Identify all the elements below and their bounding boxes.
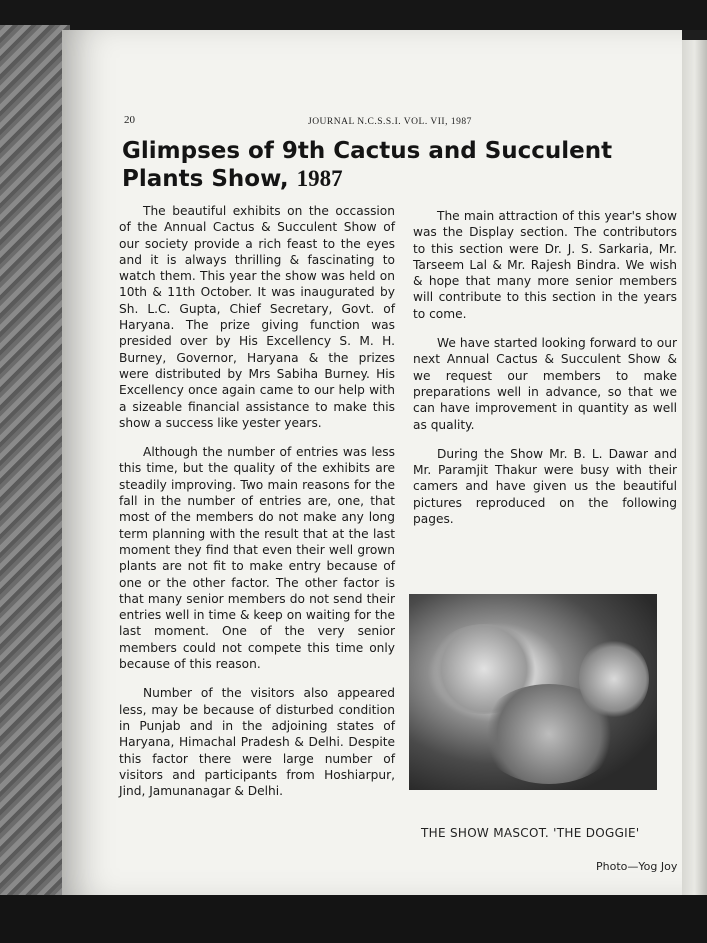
mascot-photo [409, 594, 657, 790]
page-number: 20 [124, 114, 135, 126]
photo-credit: Photo—Yog Joy [596, 860, 678, 873]
paragraph: The main attraction of this year's show was the Display section. The contributors to this section were Dr. J. S. Sarkaria, Mr. Tarseem Lal & Mr. Rajesh Bindra. We wish & hope that many more senior members will contribute to this section in the years to come. [413, 209, 677, 321]
scan-bottom-edge [0, 895, 707, 943]
photo-caption: THE SHOW MASCOT. 'THE DOGGIE' [421, 826, 640, 840]
book-cover-edge [0, 25, 70, 905]
left-column [119, 203, 395, 812]
scan-top-edge [0, 0, 707, 30]
paragraph: Although the number of entries was less this time, but the quality of the exhibits are steadily improving. Two main reasons for the fall in the number of entries are, one, that most of the members do not make any long term planning with the result that at the last moment they find that even their well grown plants are not fit to make entry because of one or the other factor. The other factor is that many senior members do not send their entries well in time & keep on waiting for the last moment. One of the very senior members could not compete this time only because of this reason. [119, 445, 395, 672]
paragraph: The beautiful exhibits on the occassion of the Annual Cactus & Succulent Show of our society provide a rich feast to the eyes and it is always thrilling & fascinating to watch them. This year the show was held on 10th & 11th October. It was inaugurated by Sh. L.C. Gupta, Chief Secretary, Govt. of Haryana. The prize giving function was presided over by His Excellency S. M. H. Burney, Governor, Haryana & the prizes were distributed by Mrs Sabiha Burney. His Excellency once again came to our help with a sizeable financial assistance to make this show a success like yester years. [119, 204, 395, 430]
article-title-year: 1987 [296, 166, 343, 191]
article-title-main: Glimpses of 9th Cactus and Succulent Plants Show, [122, 138, 613, 192]
running-head: JOURNAL N.C.S.S.I. VOL. VII, 1987 [308, 117, 472, 127]
article-title [122, 137, 642, 193]
right-column [413, 208, 677, 540]
paragraph: We have started looking forward to our next Annual Cactus & Succulent Show & we request our members to make preparations well in advance, so that we can have improvement in quantity as well as quality. [413, 336, 677, 432]
paragraph: Number of the visitors also appeared less, may be because of disturbed condition in Punjab and in the adjoining states of Haryana, Himachal Pradesh & Delhi. Despite this factor there were large number of visitors and participants from Hoshiarpur, Jind, Jamunanagar & Delhi. [119, 686, 395, 799]
photo-fur-shape [579, 639, 649, 719]
paragraph: During the Show Mr. B. L. Dawar and Mr. Paramjit Thakur were busy with their camers and have given us the beautiful pictures reproduced on the following pages. [413, 446, 677, 527]
